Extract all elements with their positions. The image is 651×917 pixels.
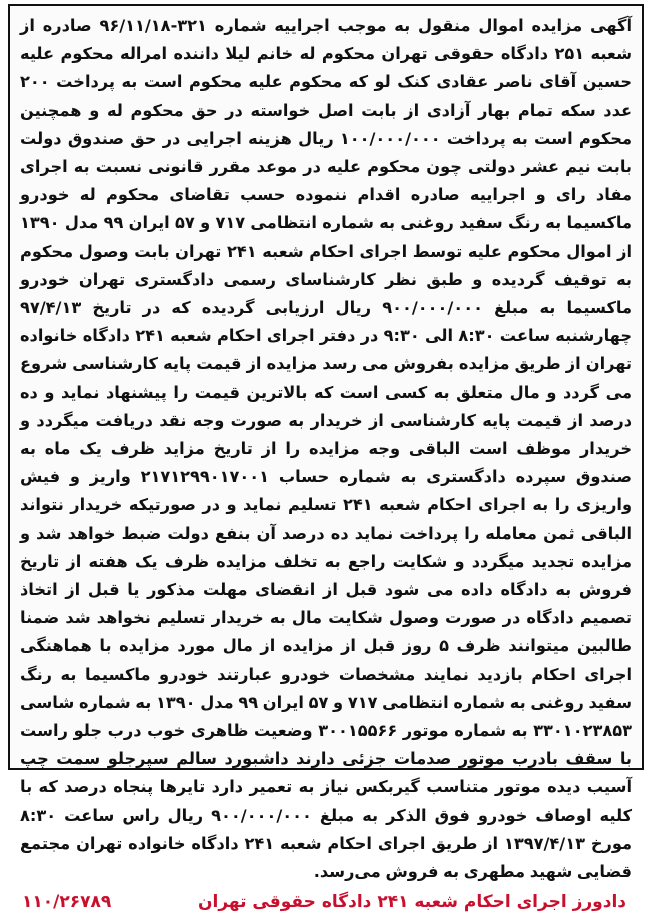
notice-signature: دادورز اجرای احکام شعبه ۲۴۱ دادگاه حقوقی تهران	[197, 892, 626, 913]
notice-body: آگهی مزایده اموال منقول به موجب اجراییه شماره ۳۲۱-۹۶/۱۱/۱۸ صادره از شعبه ۲۵۱ دادگاه حقوقی تهران محکوم له خانم لیلا داننده امراله محکوم علیه حسین آقای ناصر عقادی کنک لو که محکوم علیه محکوم است به پرداخت ۲۰۰ عدد سکه تمام بهار آزادی از بابت اصل خواسته در حق محکوم له و همچنین محکوم است به پرداخت ۱۰۰/۰۰۰/۰۰۰ ریال هزینه اجرایی در حق صندوق دولت بابت نیم عشر دولتی چون محکوم علیه در موعد مقرر قانونی نسبت به اجرای مفاد رای و اجراییه صادره اقدام ننموده حسب تقاضای محکوم له خودرو ماکسیما به رنگ سفید روغنی به شماره انتظامی ۷۱۷ و ۵۷ ایران ۹۹ مدل ۱۳۹۰ از اموال محکوم علیه توسط اجرای احکام شعبه ۲۴۱ تهران بابت وصول محکوم به توقیف گردیده و طبق نظر کارشناسای رسمی دادگستری تهران خودرو ماکسیما به مبلغ ۹۰۰/۰۰۰/۰۰۰ ریال ارزیابی گردیده که در تاریخ ۹۷/۴/۱۳ چهارشنبه ساعت ۸:۳۰ الی ۹:۳۰ در دفتر اجرای احکام شعبه ۲۴۱ دادگاه خانواده تهران از طریق مزایده بفروش می رسد مزایده از قیمت پایه کارشناسی شروع می گردد و مال متعلق به کسی است که بالاترین قیمت را پیشنهاد نماید و ده درصد از قیمت پایه کارشناسی از خریدار به صورت وجه نقد دریافت میگردد و خریدار موظف است الباقی وجه مزایده را از تاریخ مزاید ظرف یک ماه به صندوق سپرده دادگستری به شماره حساب ۲۱۷۱۲۹۹۰۱۷۰۰۱ واریز و فیش واریزی را به اجرای احکام شعبه ۲۴۱ تسلیم نماید و در صورتیکه خریدار نتواند الباقی ثمن معامله را پرداخت نماید ده درصد آن بنفع دولت ضبط خواهد شد و مزایده تجدید میگردد و شکایت راجع به تخلف مزایده ظرف یک هفته از تاریخ فروش به دادگاه داده می شود قبل از انقضای مهلت مذکور یا قبل از اتخاذ تصمیم دادگاه در صورت وصول شکایت مال به خریدار تسلیم نخواهد شد ضمنا طالبین میتوانند ظرف ۵ روز قبل از مزایده از مال مورد مزایده با هماهنگی اجرای احکام بازدید نمایند مشخصات خودرو عبارتند خودرو ماکسیما به رنگ سفید روغنی به شماره انتظامی ۷۱۷ و ۵۷ ایران ۹۹ مدل ۱۳۹۰ به شماره شاسی ۳۳۰۱۰۲۳۸۵۳ به شماره موتور ۳۰۰۱۵۵۶۶ وضعیت ظاهری خوب درب جلو راست با سقف بادرب موتور صدمات جزئی دارند داشبورد سالم سپرجلو سمت چپ آسیب دیده موتور متناسب گیربکس نیاز به تعمیر دارد تایرها پنجاه درصد که با کلیه اوصاف خودرو فوق الذکر به مبلغ ۹۰۰/۰۰۰/۰۰۰ ریال راس ساعت ۸:۳۰ مورخ ۱۳۹۷/۴/۱۳ از طریق اجرای احکام شعبه ۲۴۱ دادگاه خانواده تهران مجتمع قضایی شهید مطهری به فروش می‌رسد.	[20, 16, 633, 882]
auction-notice	[8, 4, 644, 913]
notice-footer	[20, 887, 632, 917]
notice-code: ۱۱۰/۲۶۷۸۹	[22, 892, 112, 913]
